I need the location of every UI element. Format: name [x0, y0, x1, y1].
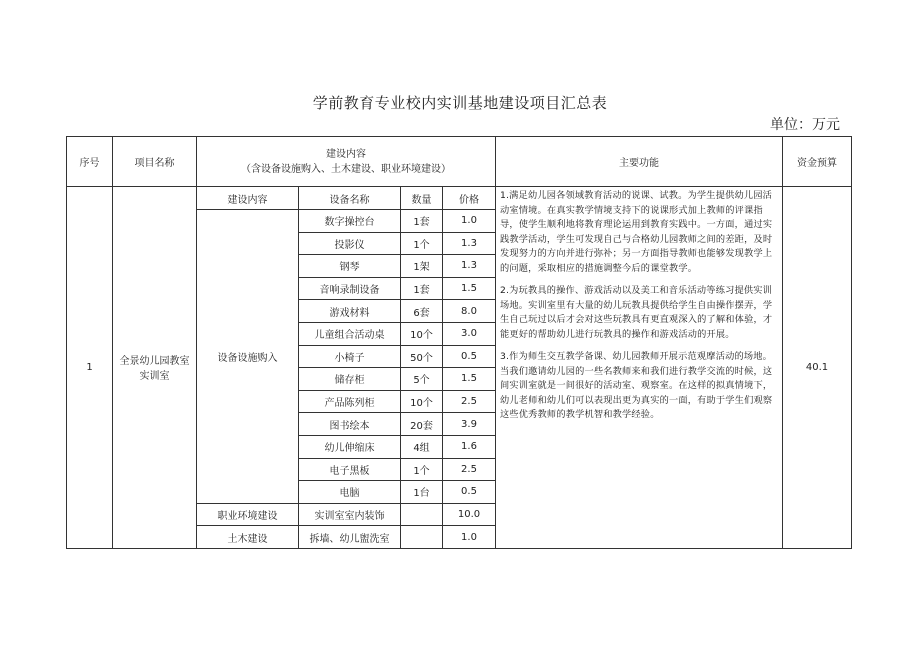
- project-name-line2: 实训室: [139, 371, 170, 383]
- equipment-item-name: 电子黑板: [299, 458, 401, 481]
- function-paragraph-3: 3.作为师生交互教学备课、幼儿园教师开展示范观摩活动的场地。当我们邀请幼儿园的一些名教师来和我们进行教学交流的时候，这间实训室就是一间很好的活动室、观察室。在这样的拟真情境下，幼儿老师和幼儿们可以表现出更为真实的一面，有助于学生们观察这些优秀教师的教学机智和教学经验。: [500, 351, 773, 420]
- equipment-item-name: 小椅子: [299, 345, 401, 368]
- equipment-item-name: 储存柜: [299, 368, 401, 391]
- project-index: 1: [67, 187, 113, 549]
- category-environment: 职业环境建设: [197, 503, 299, 526]
- equipment-item-qty: 10个: [401, 390, 443, 413]
- equipment-item-price: 2.5: [443, 390, 496, 413]
- equipment-item-name: 游戏材料: [299, 300, 401, 323]
- function-cell: [496, 187, 783, 549]
- equipment-item-qty: 1个: [401, 232, 443, 255]
- header-content-title: 建设内容: [326, 148, 366, 160]
- equipment-item-name: 幼儿伸缩床: [299, 435, 401, 458]
- equipment-item-name: 图书绘本: [299, 413, 401, 436]
- equipment-item-name: 电脑: [299, 481, 401, 504]
- project-name: [113, 187, 197, 549]
- equipment-item-qty: 1套: [401, 277, 443, 300]
- equipment-item-qty: 1架: [401, 255, 443, 278]
- equipment-item-qty: 4组: [401, 435, 443, 458]
- equipment-item-name: 数字操控台: [299, 210, 401, 233]
- equipment-item-price: 1.5: [443, 368, 496, 391]
- category-civil: 土木建设: [197, 526, 299, 549]
- summary-table: [66, 136, 852, 549]
- environment-item-price: 10.0: [443, 503, 496, 526]
- equipment-item-name: 产品陈列柜: [299, 390, 401, 413]
- equipment-item-qty: 1个: [401, 458, 443, 481]
- equipment-item-price: 0.5: [443, 345, 496, 368]
- equipment-item-price: 0.5: [443, 481, 496, 504]
- project-name-line1: 全景幼儿园教室: [119, 356, 190, 368]
- equipment-item-price: 3.0: [443, 322, 496, 345]
- category-equipment: 设备设施购入: [197, 210, 299, 504]
- equipment-item-price: 8.0: [443, 300, 496, 323]
- equipment-item-price: 1.6: [443, 435, 496, 458]
- equipment-item-price: 1.0: [443, 210, 496, 233]
- equipment-item-qty: 1套: [401, 210, 443, 233]
- equipment-item-qty: 5个: [401, 368, 443, 391]
- equipment-item-price: 1.3: [443, 232, 496, 255]
- page-title: 学前教育专业校内实训基地建设项目汇总表: [312, 94, 608, 112]
- equipment-item-name: 投影仪: [299, 232, 401, 255]
- function-paragraph-1: 1.满足幼儿园各领域教育活动的说课、试教。为学生提供幼儿园活动室情境。在真实教学情境支持下的说课形式加上教师的评课指导，使学生顺利地将教育理论运用到教育实践中。一方面，通过实践教学活动，学生可发现自己与合格幼儿园教师之间的差距，及时发现努力的方向并进行弥补；另一方面指导教师也能够发现教学上的问题，采取相应的措施调整今后的课堂教学。: [500, 190, 773, 274]
- equipment-item-name: 音响录制设备: [299, 277, 401, 300]
- equipment-item-qty: 10个: [401, 322, 443, 345]
- equipment-item-name: 钢琴: [299, 255, 401, 278]
- equipment-item-price: 2.5: [443, 458, 496, 481]
- equipment-item-name: 儿童组合活动桌: [299, 322, 401, 345]
- header-project-name: 项目名称: [113, 137, 197, 187]
- function-paragraph-2: 2.为玩教具的操作、游戏活动以及美工和音乐活动等练习提供实训场地。实训室里有大量的幼儿玩教具提供给学生自由操作摆弄，学生自己玩过以后才会对这些玩教具有更直观深入的了解和体验，才能更好的帮助幼儿进行玩教具的操作和游戏活动的开展。: [500, 285, 773, 340]
- unit-label: 单位：万元: [770, 117, 840, 133]
- project-budget: 40.1: [783, 187, 852, 549]
- header-content-note: （含设备设施购入、土木建设、职业环境建设）: [241, 163, 451, 175]
- header-content: [197, 137, 496, 187]
- subheader-quantity: 数量: [401, 187, 443, 210]
- subheader-device-name: 设备名称: [299, 187, 401, 210]
- civil-item-name: 拆墙、幼儿盥洗室: [299, 526, 401, 549]
- header-function: 主要功能: [496, 137, 783, 187]
- subheader-content: 建设内容: [197, 187, 299, 210]
- equipment-item-price: 3.9: [443, 413, 496, 436]
- environment-item-qty: [401, 503, 443, 526]
- civil-item-qty: [401, 526, 443, 549]
- equipment-item-qty: 20套: [401, 413, 443, 436]
- header-index: 序号: [67, 137, 113, 187]
- environment-item-name: 实训室室内装饰: [299, 503, 401, 526]
- civil-item-price: 1.0: [443, 526, 496, 549]
- header-row: [67, 137, 852, 187]
- subheader-price: 价格: [443, 187, 496, 210]
- equipment-item-price: 1.3: [443, 255, 496, 278]
- equipment-item-qty: 6套: [401, 300, 443, 323]
- equipment-item-price: 1.5: [443, 277, 496, 300]
- equipment-item-qty: 50个: [401, 345, 443, 368]
- header-budget: 资金预算: [783, 137, 852, 187]
- subheader-row: [67, 187, 852, 210]
- equipment-item-qty: 1台: [401, 481, 443, 504]
